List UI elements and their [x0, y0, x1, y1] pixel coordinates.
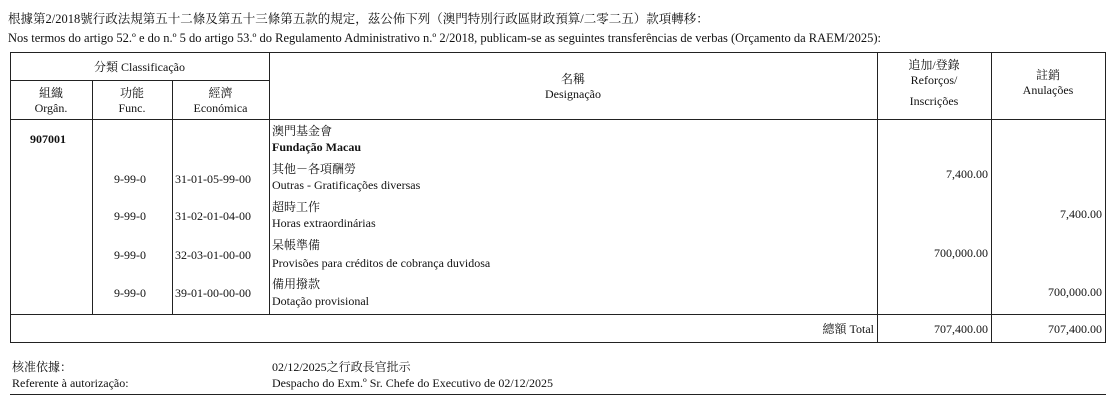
header-designacao-zh: 名稱 — [560, 72, 585, 86]
row-designation-zh: 其他－各項酬勞 — [272, 162, 357, 176]
row-func: 9-99-0 — [114, 172, 146, 186]
header-econ-zh: 經濟 — [208, 86, 233, 100]
total-reforco: 707,400.00 — [934, 322, 988, 336]
table-top-border — [10, 52, 1106, 53]
total-anulacao: 707,400.00 — [1048, 322, 1102, 336]
row-anulacao: 700,000.00 — [1048, 285, 1102, 299]
row-econ: 32-03-01-00-00 — [175, 248, 251, 262]
row-designation-pt: Provisões para créditos de cobrança duvidosa — [272, 256, 491, 270]
row-func: 9-99-0 — [114, 248, 146, 262]
row-reforco: 700,000.00 — [934, 246, 988, 260]
header-designacao-pt: Designação — [545, 87, 601, 101]
authorization-value-zh: 02/12/2025之行政長官批示 — [272, 360, 411, 374]
header-organ-pt: Orgân. — [34, 101, 68, 115]
total-label: 總額 Total — [822, 322, 874, 336]
header-organ-zh: 組織 — [38, 86, 63, 100]
classification-divider — [10, 80, 269, 81]
total-bottom-border — [10, 342, 1106, 343]
authorization-value-pt: Despacho do Exm.º Sr. Chefe do Executivo de 02/12/2025 — [272, 376, 554, 390]
row-designation-pt: Outras - Gratificações diversas — [272, 178, 421, 192]
row-designation-pt: Horas extraordinárias — [272, 216, 376, 230]
row-econ: 31-01-05-99-00 — [175, 172, 251, 186]
row-econ: 31-02-01-04-00 — [175, 209, 251, 223]
header-reforcos-pt2: Inscrições — [909, 94, 959, 108]
header-classificacao: 分類 Classificação — [94, 60, 185, 74]
entity-name-pt: Fundação Macau — [272, 140, 362, 154]
row-designation-pt: Dotação provisional — [272, 294, 369, 308]
header-bottom-border — [10, 119, 1106, 120]
header-func-pt: Func. — [118, 101, 146, 115]
row-econ: 39-01-00-00-00 — [175, 286, 251, 300]
row-designation-zh: 呆帳準備 — [272, 238, 321, 252]
intro-text-chinese: 根據第2/2018號行政法規第五十二條及第五十三條第五款的規定，茲公佈下列（澳門特別行政區財政預算/二零二五）款項轉移： — [8, 12, 709, 26]
authorization-label-pt: Referente à autorização: — [12, 376, 129, 390]
header-reforcos-pt1: Reforços/ — [910, 73, 958, 87]
row-func: 9-99-0 — [114, 286, 146, 300]
header-reforcos-zh: 追加/登錄 — [908, 58, 960, 72]
header-anulacoes-zh: 註銷 — [1035, 68, 1060, 82]
entity-name-zh: 澳門基金會 — [272, 124, 333, 138]
row-anulacao: 7,400.00 — [1060, 207, 1102, 221]
func-econ-divider — [172, 80, 173, 314]
row-designation-zh: 超時工作 — [272, 200, 321, 214]
authorization-label-zh: 核准依據： — [12, 360, 73, 374]
row-reforco: 7,400.00 — [946, 167, 988, 181]
header-anulacoes-pt: Anulações — [1022, 83, 1074, 97]
organ-func-divider — [92, 80, 93, 314]
table-right-border — [1105, 52, 1106, 343]
intro-text-portuguese: Nos termos do artigo 52.º e do n.º 5 do artigo 53.º do Regulamento Administrativo n.º 2/2018, publicam-se as seguintes transferências de verbas (Orçamento da RAEM/2025): — [8, 31, 881, 45]
organ-code: 907001 — [30, 132, 66, 146]
header-econ-pt: Económica — [193, 101, 248, 115]
body-bottom-border — [10, 314, 1106, 315]
row-func: 9-99-0 — [114, 209, 146, 223]
row-designation-zh: 備用撥款 — [272, 277, 321, 291]
footer-bottom-border — [10, 394, 1106, 395]
header-func-zh: 功能 — [119, 86, 144, 100]
